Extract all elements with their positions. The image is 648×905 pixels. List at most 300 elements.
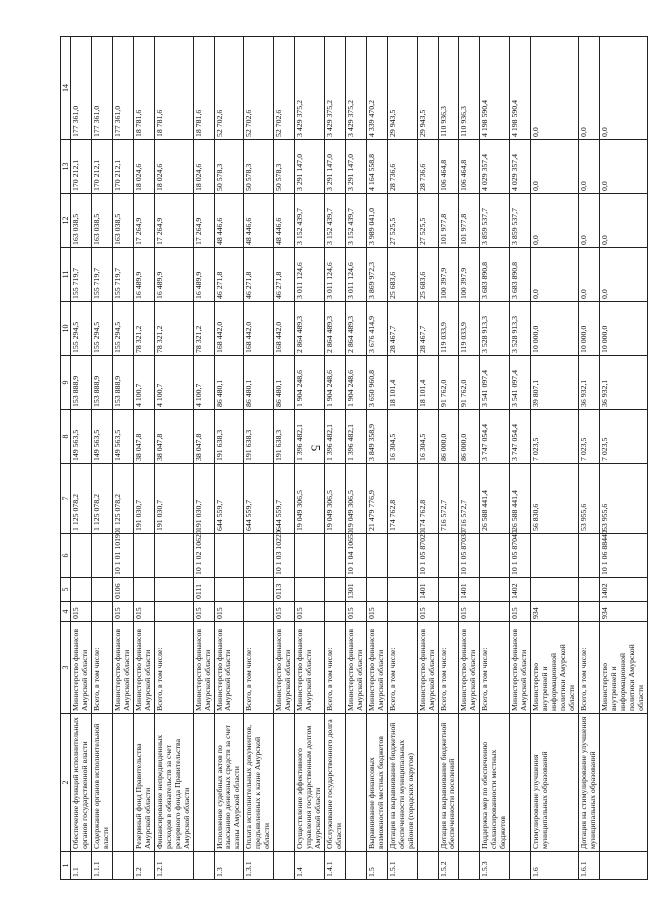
column-header: 11 — [61, 248, 71, 302]
table-cell: 3 747 054,4 — [480, 410, 510, 464]
table-cell: 170 212,1 — [113, 140, 134, 194]
table-cell: 38 047,8 — [193, 410, 214, 464]
table-cell: 1.2.1 — [154, 852, 193, 880]
table-cell: 170 212,1 — [71, 140, 92, 194]
table-cell: 10 1 04 10650 — [345, 534, 366, 578]
table-cell — [325, 534, 346, 578]
table-cell: 17 264,9 — [133, 194, 154, 248]
table-cell: 0111 — [193, 578, 214, 602]
table-cell: 3 429 375,2 — [295, 37, 325, 140]
table-cell: 4 100,7 — [193, 356, 214, 410]
table-cell: 149 563,5 — [92, 410, 113, 464]
table-cell: 91 762,0 — [438, 356, 459, 410]
table-cell: 52 702,6 — [244, 37, 274, 140]
column-header: 7 — [61, 464, 71, 534]
table-cell: 10 1 03 10220 — [274, 534, 295, 578]
table-cell: 191 030,7 — [133, 464, 154, 534]
table-cell: 1401 — [459, 578, 480, 602]
column-header: 9 — [61, 356, 71, 410]
table-cell: 1 125 078,2 — [92, 464, 113, 534]
table-cell — [438, 578, 459, 602]
table-row — [244, 37, 274, 880]
table-cell — [325, 602, 346, 622]
table-cell: 3 152 439,7 — [345, 194, 366, 248]
column-header: 8 — [61, 410, 71, 464]
table-cell: 0,0 — [599, 140, 647, 194]
table-cell: 3 011 124,6 — [345, 248, 366, 302]
table-cell: 36 932,1 — [578, 356, 599, 410]
table-row — [71, 37, 92, 880]
table-cell — [244, 578, 274, 602]
table-cell: 7 023,5 — [578, 410, 599, 464]
table-cell: 10 000,0 — [531, 302, 579, 356]
table-cell: 1.3 — [214, 852, 244, 880]
table-cell: 26 588 441,4 — [510, 464, 531, 534]
table-cell: 191 638,3 — [214, 410, 244, 464]
table-cell: Дотация на выравнивание бюджетной обеспеченности поселений — [438, 714, 459, 852]
table-cell — [510, 852, 531, 880]
table-cell — [214, 578, 244, 602]
table-cell: 4 029 357,4 — [480, 140, 510, 194]
table-cell — [510, 714, 531, 852]
table-cell: 163 038,5 — [92, 194, 113, 248]
table-cell: 3 011 124,6 — [325, 248, 346, 302]
table-cell: 38 047,8 — [154, 410, 193, 464]
table-cell: 1 396 482,1 — [295, 410, 325, 464]
table-cell: Всего, в том числе: — [480, 622, 510, 714]
table-cell: Всего, в том числе: — [438, 622, 459, 714]
table-cell — [92, 578, 113, 602]
table-cell: 1402 — [510, 578, 531, 602]
table-cell: 78 321,2 — [154, 302, 193, 356]
table-cell: 015 — [459, 602, 480, 622]
table-cell: Министерство финансов Амурской области — [133, 622, 154, 714]
table-cell: 2 864 489,3 — [325, 302, 346, 356]
table-cell: 10 1 01 10190 — [113, 534, 134, 578]
table-cell: 0,0 — [578, 248, 599, 302]
table-cell: 3 869 972,3 — [366, 248, 387, 302]
table-cell: 100 397,9 — [438, 248, 459, 302]
table-cell: 155 719,7 — [71, 248, 92, 302]
table-row — [510, 37, 531, 880]
table-cell: Выравнивание финансовых возможностей местных бюджетов — [366, 714, 387, 852]
table-cell: 18 024,6 — [193, 140, 214, 194]
table-cell: 155 294,5 — [92, 302, 113, 356]
table-cell: 3 528 913,3 — [480, 302, 510, 356]
table-cell: 29 943,5 — [387, 37, 417, 140]
table-cell — [599, 714, 647, 852]
table-cell — [531, 578, 579, 602]
table-cell: 177 361,0 — [71, 37, 92, 140]
table-cell: 163 038,5 — [71, 194, 92, 248]
table-cell: 4 198 590,4 — [480, 37, 510, 140]
table-cell: Всего, в том числе: — [244, 622, 274, 714]
table-cell: 0,0 — [531, 248, 579, 302]
table-cell: 1.3.1 — [244, 852, 274, 880]
table-cell: Министерство финансов Амурской области — [295, 622, 325, 714]
table-cell: Всего, в том числе: — [578, 622, 599, 714]
table-cell: 0,0 — [578, 37, 599, 140]
table-cell — [345, 852, 366, 880]
table-cell: 1.5.3 — [480, 852, 510, 880]
table-cell — [274, 714, 295, 852]
table-cell: 3 650 960,8 — [366, 356, 387, 410]
table-cell: 48 446,6 — [274, 194, 295, 248]
table-cell: 191 638,3 — [274, 410, 295, 464]
table-cell: 10 000,0 — [578, 302, 599, 356]
table-cell: 155 294,5 — [71, 302, 92, 356]
table-cell: 10 1 05 87040 — [510, 534, 531, 578]
table-cell: Министерство финансов Амурской области — [417, 622, 438, 714]
table-cell: 3 291 147,0 — [325, 140, 346, 194]
table-cell — [295, 578, 325, 602]
table-cell: Обеспечение функций исполнительных органов государственной власти — [71, 714, 92, 852]
table-cell: 48 446,6 — [214, 194, 244, 248]
table-cell: 53 955,6 — [578, 464, 599, 534]
table-cell — [244, 602, 274, 622]
table-cell: 50 578,3 — [244, 140, 274, 194]
table-cell: 18 024,6 — [133, 140, 154, 194]
column-header: 10 — [61, 302, 71, 356]
table-cell: 3 011 124,6 — [295, 248, 325, 302]
table-cell: Стимулирование улучшения муниципальных образований — [531, 714, 579, 852]
table-cell: 3 747 054,4 — [510, 410, 531, 464]
table-cell: 644 559,7 — [214, 464, 244, 534]
table-cell: 015 — [113, 602, 134, 622]
table-cell: Всего, в том числе: — [387, 622, 417, 714]
table-cell: 170 212,1 — [92, 140, 113, 194]
table-header-row — [61, 37, 71, 880]
table-cell: 168 442,0 — [244, 302, 274, 356]
table-cell: 110 936,3 — [438, 37, 459, 140]
table-cell — [387, 534, 417, 578]
table-cell: Министерство финансов Амурской области — [345, 622, 366, 714]
table-row — [345, 37, 366, 880]
table-cell — [154, 534, 193, 578]
table-row — [154, 37, 193, 880]
table-cell: 10 1 05 87030 — [459, 534, 480, 578]
page-number: 5 — [308, 444, 324, 452]
table-cell — [71, 534, 92, 578]
table-cell — [459, 714, 480, 852]
table-cell: 18 781,6 — [133, 37, 154, 140]
table-cell: 78 321,2 — [133, 302, 154, 356]
table-cell — [417, 852, 438, 880]
table-cell: 1 396 482,1 — [325, 410, 346, 464]
table-cell: 015 — [193, 602, 214, 622]
table-cell: 934 — [531, 602, 579, 622]
table-cell: 934 — [599, 602, 647, 622]
column-header: 6 — [61, 534, 71, 578]
table-cell: 101 977,8 — [438, 194, 459, 248]
table-cell: 4 100,7 — [154, 356, 193, 410]
column-header: 14 — [61, 37, 71, 140]
table-cell: 1401 — [417, 578, 438, 602]
table-cell: 015 — [366, 602, 387, 622]
table-cell: 0,0 — [599, 37, 647, 140]
table-cell: 0,0 — [531, 194, 579, 248]
table-cell: 16 489,9 — [154, 248, 193, 302]
table-cell: Министерство внутренней и информационной политики Амурской области — [531, 622, 579, 714]
table-cell: Министерство финансов Амурской области — [366, 622, 387, 714]
table-cell: 4 100,7 — [133, 356, 154, 410]
table-cell: 163 038,5 — [113, 194, 134, 248]
table-cell: 52 702,6 — [214, 37, 244, 140]
table-cell: Министерство внутренней и информационной политики Амурской области — [599, 622, 647, 714]
table-cell: 19 049 306,5 — [325, 464, 346, 534]
table-cell: 3 859 537,7 — [480, 194, 510, 248]
table-cell: Поддержка мер по обеспечению сбалансированности местных бюджетов — [480, 714, 510, 852]
table-cell: 153 888,9 — [113, 356, 134, 410]
table-cell: 0,0 — [578, 140, 599, 194]
table-cell — [71, 578, 92, 602]
table-cell: 18 781,6 — [154, 37, 193, 140]
table-cell — [387, 578, 417, 602]
table-cell: 4 164 558,8 — [366, 140, 387, 194]
table-cell: 110 936,3 — [459, 37, 480, 140]
table-cell: 101 977,8 — [459, 194, 480, 248]
table-cell — [154, 578, 193, 602]
table-cell: 28 736,6 — [417, 140, 438, 194]
table-cell: 1.4.1 — [325, 852, 346, 880]
table-cell: 716 572,7 — [438, 464, 459, 534]
table-cell: 3 676 414,9 — [366, 302, 387, 356]
table-cell: 3 541 097,4 — [510, 356, 531, 410]
table-cell: 16 489,9 — [193, 248, 214, 302]
table-cell — [578, 602, 599, 622]
table-cell: 86 480,1 — [214, 356, 244, 410]
table-cell: 3 291 147,0 — [295, 140, 325, 194]
column-header: 2 — [61, 714, 71, 852]
table-cell: Всего, в том числе: — [154, 622, 193, 714]
table-cell: 1.1 — [71, 852, 92, 880]
table-cell: 174 762,8 — [417, 464, 438, 534]
table-cell: Всего, в том числе: — [92, 622, 113, 714]
table-cell: 19 049 306,5 — [345, 464, 366, 534]
rotated-page — [60, 37, 645, 880]
table-cell: 46 271,8 — [244, 248, 274, 302]
table-cell: 191 030,7 — [154, 464, 193, 534]
table-cell: 106 464,8 — [438, 140, 459, 194]
table-cell: 16 304,5 — [417, 410, 438, 464]
column-header: 1 — [61, 852, 71, 880]
table-cell: 1 904 248,6 — [295, 356, 325, 410]
table-row — [417, 37, 438, 880]
table-cell: 52 702,6 — [274, 37, 295, 140]
table-cell: 86 480,1 — [274, 356, 295, 410]
table-cell — [578, 534, 599, 578]
table-cell: 56 830,6 — [531, 464, 579, 534]
table-cell — [154, 602, 193, 622]
table-cell: 48 446,6 — [244, 194, 274, 248]
table-cell: 18 101,4 — [417, 356, 438, 410]
table-cell: 015 — [274, 602, 295, 622]
table-cell — [214, 534, 244, 578]
table-cell: Всего, в том числе: — [325, 622, 346, 714]
table-cell: 16 489,9 — [133, 248, 154, 302]
table-cell — [578, 578, 599, 602]
table-cell: 27 525,5 — [417, 194, 438, 248]
table-cell: 015 — [345, 602, 366, 622]
table-row — [214, 37, 244, 880]
table-cell: 1.6 — [531, 852, 579, 880]
table-cell: 17 264,9 — [154, 194, 193, 248]
table-cell: 191 638,3 — [244, 410, 274, 464]
table-cell — [459, 852, 480, 880]
table-cell: 155 719,7 — [92, 248, 113, 302]
table-cell: 1.5.2 — [438, 852, 459, 880]
table-cell: 716 572,7 — [459, 464, 480, 534]
table-cell: 015 — [510, 602, 531, 622]
table-cell: 3 683 890,8 — [510, 248, 531, 302]
table-cell: 0,0 — [599, 194, 647, 248]
table-cell: 10 000,0 — [599, 302, 647, 356]
table-cell: 015 — [214, 602, 244, 622]
table-cell: 28 467,7 — [387, 302, 417, 356]
table-cell: Дотация на выравнивание бюджетной обеспеченности муниципальных районов (городских округов) — [387, 714, 417, 852]
table-cell: 86 000,0 — [459, 410, 480, 464]
table-cell: 3 291 147,0 — [345, 140, 366, 194]
table-cell — [366, 578, 387, 602]
table-cell — [599, 852, 647, 880]
table-cell — [366, 534, 387, 578]
table-cell: Осуществление эффективного управления государственным долгом Амурской области — [295, 714, 325, 852]
table-cell: 644 559,7 — [274, 464, 295, 534]
table-cell — [244, 534, 274, 578]
table-cell: 015 — [133, 602, 154, 622]
column-header: 13 — [61, 140, 71, 194]
table-cell: 3 528 913,3 — [510, 302, 531, 356]
table-cell: Министерство финансов Амурской области — [71, 622, 92, 714]
table-cell: 0106 — [113, 578, 134, 602]
table-cell: 18 101,4 — [387, 356, 417, 410]
table-cell — [325, 578, 346, 602]
table-cell: 1 125 078,2 — [113, 464, 134, 534]
table-cell: 155 294,5 — [113, 302, 134, 356]
table-cell — [387, 602, 417, 622]
table-cell: 2 864 489,3 — [295, 302, 325, 356]
table-cell: 39 807,1 — [531, 356, 579, 410]
table-cell: 46 271,8 — [214, 248, 244, 302]
table-row — [438, 37, 459, 880]
table-cell: 16 304,5 — [387, 410, 417, 464]
table-cell — [133, 578, 154, 602]
table-cell: 1301 — [345, 578, 366, 602]
table-cell: 1.6.1 — [578, 852, 599, 880]
table-row — [113, 37, 134, 880]
table-cell: 21 479 776,9 — [366, 464, 387, 534]
table-cell: 26 588 441,4 — [480, 464, 510, 534]
column-header: 5 — [61, 578, 71, 602]
table-cell — [92, 602, 113, 622]
column-header: 12 — [61, 194, 71, 248]
table-cell: 4 339 470,2 — [366, 37, 387, 140]
table-cell: Министерство финансов Амурской области — [113, 622, 134, 714]
table-cell: 3 683 890,8 — [480, 248, 510, 302]
table-cell: Министерство финансов Амурской области — [274, 622, 295, 714]
table-cell: 106 464,8 — [459, 140, 480, 194]
table-row — [295, 37, 325, 880]
table-cell: 2 864 489,3 — [345, 302, 366, 356]
table-cell: 153 888,9 — [71, 356, 92, 410]
table-cell: Министерство финансов Амурской области — [193, 622, 214, 714]
table-cell: 7 023,5 — [531, 410, 579, 464]
table-cell: 1402 — [599, 578, 647, 602]
table-cell: 46 271,8 — [274, 248, 295, 302]
table-cell: 015 — [295, 602, 325, 622]
table-cell: 0,0 — [531, 37, 579, 140]
table-cell: 28 467,7 — [417, 302, 438, 356]
table-cell: 1 125 078,2 — [71, 464, 92, 534]
table-cell: 1 904 248,6 — [325, 356, 346, 410]
table-cell — [193, 852, 214, 880]
table-cell: 10 1 02 10620 — [193, 534, 214, 578]
table-cell: 168 442,0 — [274, 302, 295, 356]
table-cell: 1.5.1 — [387, 852, 417, 880]
table-cell — [113, 852, 134, 880]
table-cell — [417, 714, 438, 852]
table-cell: 18 781,6 — [193, 37, 214, 140]
table-cell: 0113 — [274, 578, 295, 602]
table-cell: 28 736,6 — [387, 140, 417, 194]
table-cell: 153 888,9 — [92, 356, 113, 410]
table-cell: 50 578,3 — [214, 140, 244, 194]
table-row — [92, 37, 113, 880]
table-row — [531, 37, 579, 880]
table-cell: 0,0 — [578, 194, 599, 248]
table-cell: 3 849 358,9 — [366, 410, 387, 464]
table-row — [274, 37, 295, 880]
table-cell: Министерство финансов Амурской области — [459, 622, 480, 714]
table-cell: Резервный фонд Правительства Амурской области — [133, 714, 154, 852]
table-cell: 149 563,5 — [113, 410, 134, 464]
table-cell: 1 396 482,1 — [345, 410, 366, 464]
table-cell: 4 198 590,4 — [510, 37, 531, 140]
table-cell: 3 152 439,7 — [325, 194, 346, 248]
table-cell — [480, 602, 510, 622]
table-cell — [438, 602, 459, 622]
table-cell: 1.5 — [366, 852, 387, 880]
table-cell: 78 321,2 — [193, 302, 214, 356]
table-cell: 7 023,5 — [599, 410, 647, 464]
table-cell: Министерство финансов Амурской области — [214, 622, 244, 714]
table-cell: 25 683,6 — [387, 248, 417, 302]
column-header: 3 — [61, 622, 71, 714]
table-cell: 29 943,5 — [417, 37, 438, 140]
table-cell — [345, 714, 366, 852]
table-cell: Финансирование непредвиденных расходов в обязательств за счет резервного фонда Правительства Амурской области — [154, 714, 193, 852]
table-cell: 3 152 439,7 — [295, 194, 325, 248]
table-row — [325, 37, 346, 880]
table-cell: 27 525,5 — [387, 194, 417, 248]
table-cell: 19 049 306,5 — [295, 464, 325, 534]
table-cell: 1.1.1 — [92, 852, 113, 880]
table-cell: 17 264,9 — [193, 194, 214, 248]
table-cell: 177 361,0 — [113, 37, 134, 140]
table-cell — [274, 852, 295, 880]
table-cell: 3 989 041,0 — [366, 194, 387, 248]
table-row — [133, 37, 154, 880]
table-cell: Исполнение судебных актов по взысканию денежных средств за счет казны Амурской области — [214, 714, 244, 852]
table-cell — [438, 534, 459, 578]
table-cell — [295, 534, 325, 578]
table-cell: 3 429 375,2 — [345, 37, 366, 140]
table-cell: 1 904 248,6 — [345, 356, 366, 410]
table-cell — [531, 534, 579, 578]
table-cell: 10 1 06 88440 — [599, 534, 647, 578]
table-cell: Министерство финансов Амурской области — [510, 622, 531, 714]
table-cell: 86 000,0 — [438, 410, 459, 464]
